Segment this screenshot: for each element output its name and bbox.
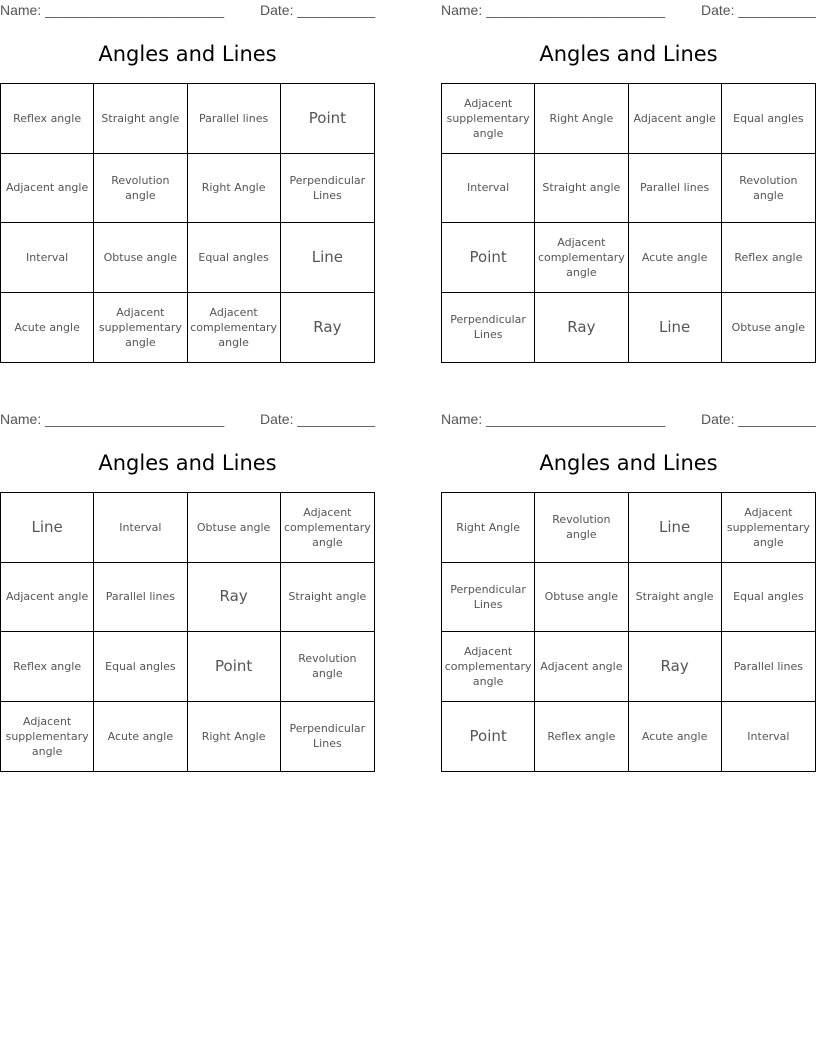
grid-cell: Adjacent supplementary angle xyxy=(722,493,815,563)
card-title: Angles and Lines xyxy=(98,42,277,66)
grid-cell: Perpendicular Lines xyxy=(289,722,366,751)
grid-cell: Obtuse angle xyxy=(731,320,806,334)
card-title: Angles and Lines xyxy=(539,42,718,66)
grid-cell: Ray xyxy=(313,317,342,336)
grid-cell: Acute angle xyxy=(94,702,187,772)
grid-cell: Equal angles xyxy=(94,632,187,702)
grid-cell: Parallel lines xyxy=(629,154,722,224)
name-field[interactable]: Name: _______________________ xyxy=(441,2,666,18)
grid-cell: Interval xyxy=(442,154,535,224)
grid-cell: Perpendicular Lines xyxy=(442,293,535,363)
grid-cell: Reflex angle xyxy=(535,702,628,772)
grid-cell: Adjacent complementary angle xyxy=(442,632,535,702)
bingo-card-2 xyxy=(441,0,816,365)
bingo-grid xyxy=(0,83,375,363)
grid-cell: Point xyxy=(442,223,535,293)
grid-cell: Point xyxy=(442,702,535,772)
grid-cell: Perpendicular Lines xyxy=(442,563,535,633)
grid-cell: Ray xyxy=(629,632,722,702)
bingo-grid xyxy=(0,492,375,772)
grid-cell: Straight angle xyxy=(629,563,722,633)
grid-cell: Obtuse angle xyxy=(535,563,628,633)
grid-cell: Adjacent angle xyxy=(535,632,628,702)
grid-cell: Line xyxy=(281,223,374,293)
card-title: Angles and Lines xyxy=(98,451,277,475)
grid-cell: Adjacent angle xyxy=(629,84,722,154)
grid-cell: Point xyxy=(188,632,281,702)
grid-cell: Acute angle xyxy=(629,702,722,772)
grid-cell: Adjacent supplementary angle xyxy=(442,84,535,154)
grid-cell: Equal angles xyxy=(722,84,815,154)
grid-cell: Ray xyxy=(188,563,281,633)
grid-cell: Equal angles xyxy=(188,223,281,293)
grid-cell: Point xyxy=(281,84,374,154)
grid-cell: Revolution angle xyxy=(535,493,628,563)
grid-cell: Adjacent angle xyxy=(1,563,94,633)
grid-cell: Parallel lines xyxy=(188,84,281,154)
grid-cell: Adjacent complementary angle xyxy=(188,293,281,363)
grid-cell: Line xyxy=(1,493,94,563)
bingo-grid xyxy=(441,492,816,772)
bingo-card-3 xyxy=(0,409,375,774)
grid-cell: Line xyxy=(629,293,722,363)
card-title: Angles and Lines xyxy=(539,451,718,475)
card-header xyxy=(0,411,375,429)
grid-cell: Right Angle xyxy=(535,84,628,154)
grid-cell: Reflex angle xyxy=(1,84,94,154)
grid-cell: Revolution angle xyxy=(722,154,815,224)
grid-cell: Right Angle xyxy=(188,154,281,224)
grid-cell: Adjacent supplementary angle xyxy=(94,293,187,363)
grid-cell: Parallel lines xyxy=(722,632,815,702)
grid-cell: Reflex angle xyxy=(1,632,94,702)
card-header xyxy=(441,2,816,20)
grid-cell: Interval xyxy=(747,729,790,743)
grid-cell: Revolution angle xyxy=(281,632,374,702)
grid-cell: Revolution angle xyxy=(94,154,187,224)
grid-cell: Right Angle xyxy=(188,702,281,772)
card-header xyxy=(0,2,375,20)
grid-cell: Adjacent complementary angle xyxy=(535,223,628,293)
grid-cell: Adjacent angle xyxy=(1,154,94,224)
grid-cell: Acute angle xyxy=(629,223,722,293)
date-field[interactable]: Date: __________ xyxy=(701,2,816,18)
name-field[interactable]: Name: _______________________ xyxy=(0,411,225,427)
bingo-grid xyxy=(441,83,816,363)
card-header xyxy=(441,411,816,429)
date-field[interactable]: Date: __________ xyxy=(260,2,376,18)
grid-cell: Right Angle xyxy=(442,493,535,563)
grid-cell: Obtuse angle xyxy=(188,493,281,563)
grid-cell: Adjacent complementary angle xyxy=(281,493,374,563)
grid-cell: Straight angle xyxy=(94,84,187,154)
grid-cell: Perpendicular Lines xyxy=(281,154,374,224)
grid-cell: Parallel lines xyxy=(94,563,187,633)
grid-cell: Adjacent supplementary angle xyxy=(1,702,94,772)
name-field[interactable]: Name: _______________________ xyxy=(441,411,666,427)
grid-cell: Acute angle xyxy=(1,293,94,363)
date-field[interactable]: Date: __________ xyxy=(260,411,376,427)
grid-cell: Straight angle xyxy=(281,563,374,633)
grid-cell: Straight angle xyxy=(535,154,628,224)
grid-cell: Obtuse angle xyxy=(94,223,187,293)
bingo-card-1 xyxy=(0,0,375,365)
grid-cell: Reflex angle xyxy=(722,223,815,293)
grid-cell: Interval xyxy=(94,493,187,563)
name-field[interactable]: Name: _______________________ xyxy=(0,2,225,18)
grid-cell: Ray xyxy=(535,293,628,363)
grid-cell: Equal angles xyxy=(722,563,815,633)
bingo-card-4 xyxy=(441,409,816,774)
grid-cell: Interval xyxy=(1,223,94,293)
grid-cell: Line xyxy=(629,493,722,563)
date-field[interactable]: Date: __________ xyxy=(701,411,816,427)
